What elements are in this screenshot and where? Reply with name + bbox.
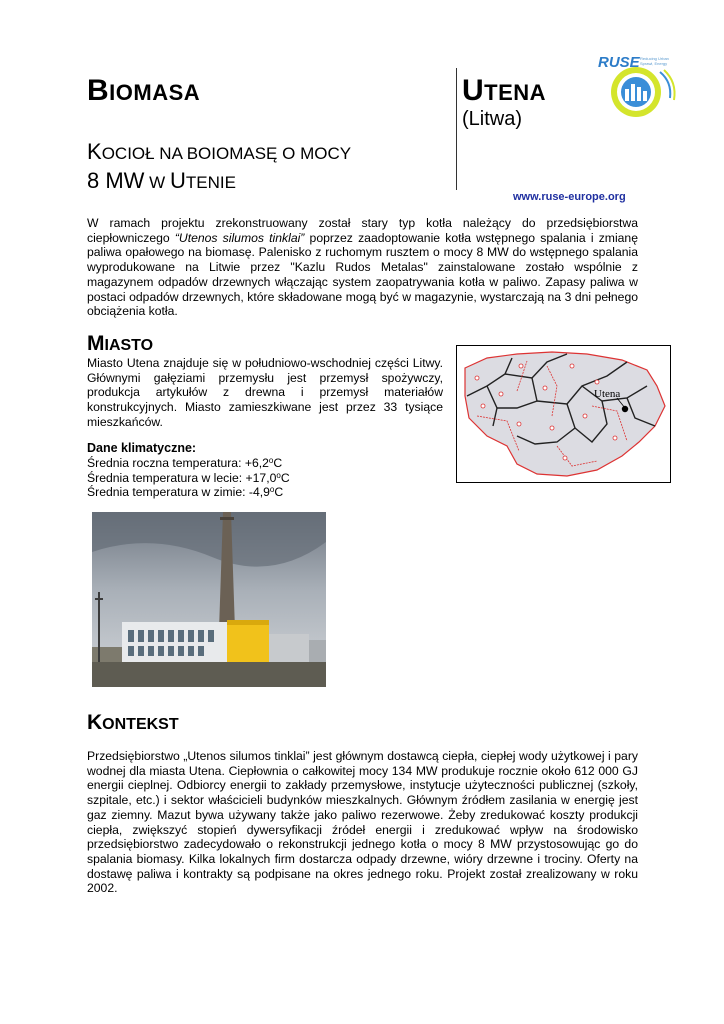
kontekst-initial: K xyxy=(87,711,103,734)
intro-paragraph xyxy=(87,216,638,319)
kontekst-paragraph: Przedsiębiorstwo „Utenos silumos tinklai” jest głównym dostawcą ciepła, ciepłej wody użytkowej i pary wodnej dla miasta Utena. Ciepłownia o całkowitej mocy 134 MW produkuje rocznie około 612 000 GJ energii cieplnej. Odbiorcy energii to zakłady przemysłowe, instytucje użyteczności publicznej (szkoły, szpitale, etc.) i sektor właścicieli budynków mieszkalnych. Głównym źródłem zasilania w energię jest gaz ziemny. Mazut bywa używany także jako paliwo rezerwowe. Żeby zredukować koszty produkcji ciepła, zwiększyć stopień dywersyfikacji źródeł energii i zredukować wpływ na środowisko przedsiębiorstwo zadecydowało o rekonstrukcji jednego kotła o mocy 8 MW przystosowując go do spalania biomasy. Kilka lokalnych firm dostarcza odpady drzewne, wióry drzewne i trociny. Oferty na dostawę paliwa i kontrakty są podpisane na okres jednego roku. Projekt został zrealizowany w roku 2002. xyxy=(87,749,638,896)
logo-text: RUSE xyxy=(598,54,640,71)
section-heading-kontekst xyxy=(87,712,179,733)
climate-heading: Dane klimatyczne: xyxy=(87,441,197,455)
subtitle xyxy=(87,138,351,196)
city-initial: U xyxy=(462,74,485,107)
climate-value: -4,9 xyxy=(248,485,270,500)
header-divider xyxy=(456,68,457,190)
degree-symbol: o xyxy=(276,470,281,480)
miasto-paragraph: Miasto Utena znajduje się w południowo-wschodniej części Litwy. Głównymi gałęziami przemysłu jest przemysł spożywczy, produkcja artykułów z drewna i przemysł materiałów konstrukcyjnych. Miasto zamieszkiwane jest przez 33 tysiące mieszkańców. xyxy=(87,356,443,429)
section-heading-miasto xyxy=(87,333,153,354)
climate-value: +6,2 xyxy=(244,456,269,470)
climate-unit: C xyxy=(274,485,284,500)
subtitle-line-2 xyxy=(87,167,351,196)
climate-label: Średnia temperatura w zimie: xyxy=(87,485,249,500)
intro-company-name: “Utenos silumos tinklai” xyxy=(174,230,305,245)
logo-tagline: Reducing Urban Sprawl, Energy xyxy=(640,56,669,66)
climate-value: +17,0 xyxy=(245,470,277,485)
intro-text-a: W ramach projektu zrekonstruowany został stary typ kotła należący do przedsiębiorstwa ciepłowniczego xyxy=(87,216,638,245)
subtitle-part: U xyxy=(169,168,186,193)
ruse-logo xyxy=(594,52,684,122)
lithuania-map xyxy=(456,345,671,483)
country-label: (Litwa) xyxy=(462,108,523,130)
subtitle-part: 8 MW xyxy=(87,168,145,193)
city-rest: TENA xyxy=(484,80,547,105)
intro-text-b: poprzez zaadoptowanie kotła wstępnego spalania i zmianę paliwa opałowego na biomasę. Palenisko z ruchomym rusztem o mocy 8 MW do wstępnego spalania wyprodukowane na Litwie przez "Kazlu Rudos Metalas" zainstalowane zostało wspólnie z magazynem odpadów drzewnych włączając system zaopatrywania kotła w paliwo. Zapasy paliwa w postaci odpadów drzewnych, które składowane mogą być w magazynie, wystarczają na 3 dni pełnego obciążenia kotła. xyxy=(87,230,638,319)
degree-symbol: o xyxy=(269,485,275,495)
subtitle-line-1 xyxy=(87,138,351,167)
title-initial: B xyxy=(87,74,110,107)
heating-plant-photo xyxy=(92,512,326,687)
degree-symbol: o xyxy=(268,456,274,465)
website-link[interactable]: www.ruse-europe.org xyxy=(513,191,626,203)
city-title xyxy=(462,76,546,106)
page-title xyxy=(87,76,200,106)
subtitle-part: TENIE xyxy=(185,173,236,192)
climate-list xyxy=(87,456,290,500)
climate-unit: C xyxy=(273,456,283,470)
miasto-initial: M xyxy=(87,332,105,355)
climate-label: Średnia roczna temperatura: xyxy=(87,456,245,470)
climate-item xyxy=(87,471,290,486)
kontekst-rest: ONTEKST xyxy=(102,716,179,733)
title-rest: IOMASA xyxy=(109,80,201,105)
subtitle-part: OCIOŁ NA BOIOMASĘ O MOCY xyxy=(101,144,352,163)
map-city-label: Utena xyxy=(594,388,621,400)
subtitle-part: K xyxy=(87,139,102,164)
climate-label: Średnia temperatura w lecie: xyxy=(87,470,246,485)
miasto-rest: IASTO xyxy=(104,337,154,354)
climate-item xyxy=(87,485,290,500)
climate-item xyxy=(87,456,290,471)
climate-unit: C xyxy=(280,470,290,485)
subtitle-part: W xyxy=(144,173,170,192)
